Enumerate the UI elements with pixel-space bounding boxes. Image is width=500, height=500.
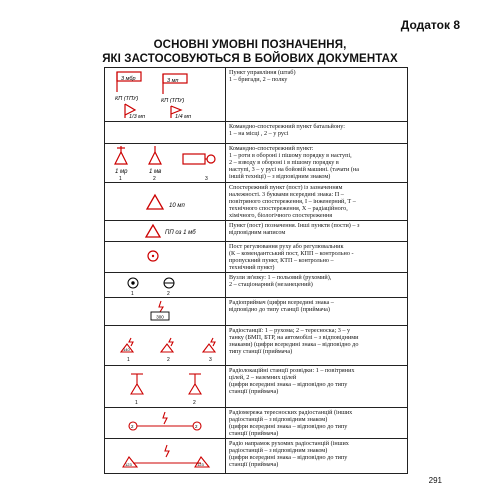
table-row xyxy=(105,366,408,408)
symbol-label: 140 xyxy=(123,347,130,352)
description-line: Пункт управління (штаб) xyxy=(229,69,296,76)
symbol-label: 3 xyxy=(209,357,212,363)
symbol-label: 3 мп xyxy=(167,78,179,84)
observation-post-symbols xyxy=(105,144,225,182)
radar-station-symbols xyxy=(105,366,225,407)
symbol-label: 2 xyxy=(167,291,170,297)
table-row xyxy=(105,183,408,221)
description-cell xyxy=(226,326,408,366)
page-number: 291 xyxy=(428,476,442,485)
symbol-cell xyxy=(105,273,226,298)
radio-network-symbol xyxy=(105,408,225,438)
description-line: станції (приймача) xyxy=(229,388,279,395)
description-line: танку (БМП, БТР, на автомобілі – з відповідними xyxy=(229,334,359,341)
description-line: 2 – стаціонарний (незанецений) xyxy=(229,281,313,288)
description-line: станції (приймача) xyxy=(229,461,279,468)
symbol-label: 300 xyxy=(156,314,164,320)
table-row xyxy=(105,408,408,439)
traffic-control-symbol xyxy=(105,242,225,271)
observation-post-symbol xyxy=(105,183,225,220)
description-cell xyxy=(226,68,408,122)
description-line: Командно-спостережний пункт: xyxy=(229,145,314,152)
description-line: наступі, 3 – у русі на бойовій машині. (тачати (на xyxy=(229,166,359,173)
symbol-label: 3 мбр xyxy=(121,76,136,82)
symbol-label: 123 xyxy=(197,462,204,467)
description-cell xyxy=(226,273,408,298)
symbol-label: 2 xyxy=(131,424,134,429)
radio-station-symbols xyxy=(105,326,225,365)
symbol-label: 10 мп xyxy=(169,203,185,209)
description-cell xyxy=(226,144,408,183)
description-line: 1 – на місці , 2 – у русі xyxy=(229,130,289,137)
description-line: 1 – бригади, 2 – полку xyxy=(229,76,288,83)
description-line: Радіо напрамок рухомих радіостанцій (інших xyxy=(229,440,349,447)
description-line: (К – комендантський пост, КПП – контрольно - xyxy=(229,250,354,257)
description-line: відповідним написом xyxy=(229,229,286,236)
symbol-cell xyxy=(105,408,226,439)
symbol-label: 1 xyxy=(131,291,134,297)
symbol-cell xyxy=(105,122,226,144)
symbol-cell xyxy=(105,326,226,366)
description-line: (цифри всередині знака – відповідно до типу xyxy=(229,454,348,461)
symbol-cell xyxy=(105,298,226,326)
table-row xyxy=(105,326,408,366)
radio-receiver-symbol xyxy=(105,298,225,325)
description-line: відповідно до типу станції (приймача) xyxy=(229,306,330,313)
description-cell xyxy=(226,298,408,326)
symbol-label: КП (ТПУ) xyxy=(115,96,139,102)
description-line: Вузли зв'язку: 1 – польовий (рухомий), xyxy=(229,274,332,281)
description-line: радіостанцій – з відповідним знаком) xyxy=(229,447,328,454)
symbols-table xyxy=(104,67,408,474)
description-line: радіостанцій – з відповідним знаком) xyxy=(229,416,328,423)
description-cell xyxy=(226,366,408,408)
symbol-cell xyxy=(105,68,226,122)
description-line: типу станції (приймача) xyxy=(229,348,293,355)
description-line: Радіостанції: 1 – рухома; 2 – тересноска; 3 – у xyxy=(229,327,351,334)
symbol-label: 2 xyxy=(193,400,196,406)
communication-node-symbols xyxy=(105,273,225,297)
description-line: Пункт (пост) позначення. Інші пункти (пости) – з xyxy=(229,222,360,229)
table-row xyxy=(105,221,408,242)
description-line: (цифри всередині знака – відповідно до типу xyxy=(229,423,348,430)
table-row xyxy=(105,273,408,298)
description-line: Командно-спостережний пункт батальйону: xyxy=(229,123,345,130)
description-cell xyxy=(226,183,408,221)
symbol-cell xyxy=(105,221,226,242)
radio-direction-symbol xyxy=(105,439,225,473)
description-line: технічний пункт) xyxy=(229,264,275,271)
description-cell xyxy=(226,122,408,144)
table-row xyxy=(105,298,408,326)
table-row xyxy=(105,144,408,183)
description-line: Радіолокаційні станції розвідки: 1 – повітряних xyxy=(229,367,355,374)
symbol-label: 123 xyxy=(125,462,132,467)
symbol-label: 1/4 мп xyxy=(175,114,191,120)
description-line: цілей, 2 – наземних цілей xyxy=(229,374,297,381)
description-cell xyxy=(226,439,408,474)
symbol-label: ПП оз 1 мб xyxy=(165,230,196,236)
table-row xyxy=(105,242,408,273)
command-post-symbols xyxy=(105,68,225,121)
description-line: повітряного спостереження, І – інженерний, Т – xyxy=(229,198,356,205)
description-line: 2 – взводу в обороні і в пішому порядку в xyxy=(229,159,339,166)
symbol-label: 1 мр xyxy=(115,169,128,175)
symbol-label: 1 xyxy=(135,400,138,406)
table-row xyxy=(105,68,408,122)
description-line: Радіоприймач (цифри всередині знака – xyxy=(229,299,334,306)
description-line: технічного спостереження, Х – радіаційного, xyxy=(229,205,348,212)
table-row xyxy=(105,122,408,144)
title-line-2: ЯКІ ЗАСТОСОВУЮТЬСЯ В БОЙОВИХ ДОКУМЕНТАХ xyxy=(102,53,398,65)
title-line-1: ОСНОВНІ УМОВНІ ПОЗНАЧЕННЯ, xyxy=(153,39,347,51)
description-line: іншій техніці) – з відповідним знаком) xyxy=(229,173,331,180)
description-line: Пост регулювання руху або регулювальник xyxy=(229,243,344,250)
symbol-label: КП (ТПУ) xyxy=(161,98,185,104)
appendix-label: Додаток 8 xyxy=(400,18,460,32)
symbol-label: 1 xyxy=(119,176,122,182)
description-cell xyxy=(226,408,408,439)
description-cell xyxy=(226,242,408,273)
description-line: станції (приймача) xyxy=(229,430,279,437)
symbol-cell xyxy=(105,242,226,273)
description-line: належності. 3 буквами всередині знака: П – xyxy=(229,191,344,198)
description-line: пропускний пункт, КТП – контрольно – xyxy=(229,257,334,264)
page-title xyxy=(100,38,400,66)
description-line: хімічного, біологічного спостереження xyxy=(229,212,333,219)
description-line: Спостережний пункт (пост) із зазначенням xyxy=(229,184,343,191)
symbol-label: 3 xyxy=(205,176,208,182)
symbol-cell xyxy=(105,144,226,183)
designation-post-symbol xyxy=(105,221,225,241)
description-cell xyxy=(226,221,408,242)
symbol-label: 1 мв xyxy=(149,169,162,175)
table-row xyxy=(105,439,408,474)
symbol-cell xyxy=(105,183,226,221)
description-line: Радіомережа тересноских радіостанцій (інших xyxy=(229,409,353,416)
description-line: 1 – роти в обороні і пішому порядку в наступі, xyxy=(229,152,352,159)
symbol-label: 2 xyxy=(167,357,170,363)
description-line: (цифри всередині знака – відповідно до типу xyxy=(229,381,348,388)
symbol-cell xyxy=(105,439,226,474)
symbol-label: 1 xyxy=(127,357,130,363)
description-line: знаками) (цифри всередині знака – відповідно до xyxy=(229,341,359,348)
symbol-label: 2 xyxy=(195,424,198,429)
symbol-label: 1/3 мп xyxy=(129,114,145,120)
symbol-label: 2 xyxy=(153,176,156,182)
symbol-cell xyxy=(105,366,226,408)
